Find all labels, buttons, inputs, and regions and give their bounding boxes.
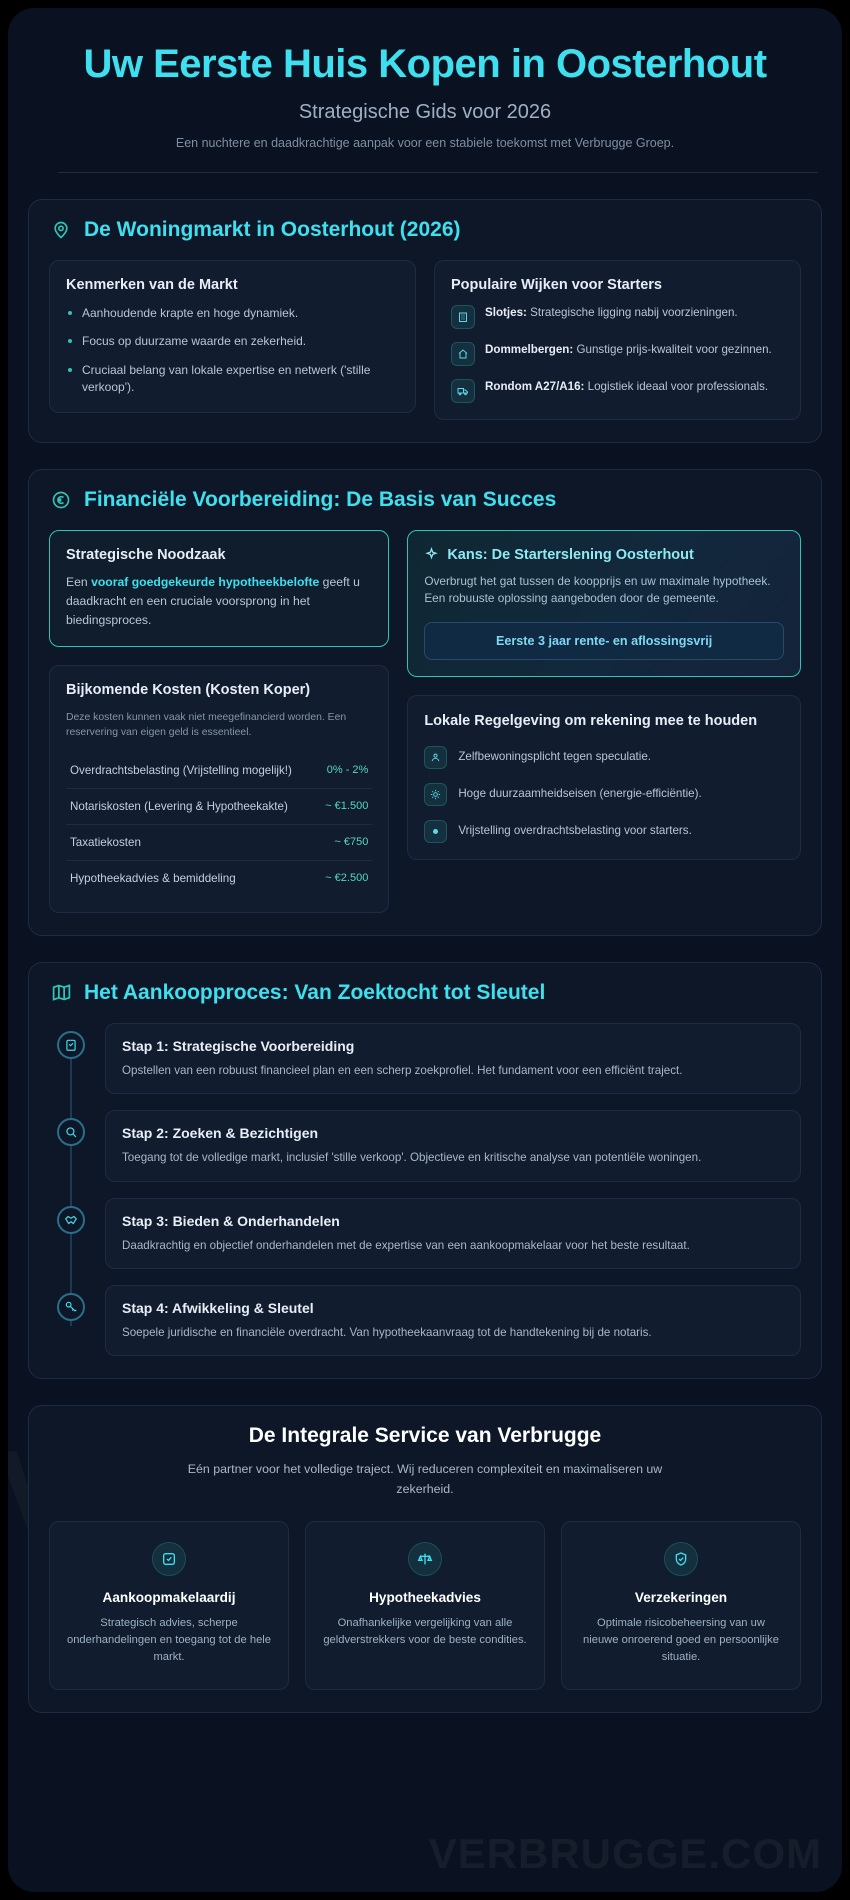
cost-value: ~ €750 <box>334 836 369 849</box>
table-row <box>66 825 372 861</box>
step-title: Stap 2: Zoeken & Bezichtigen <box>122 1125 319 1142</box>
district-name: Dommelbergen: <box>485 342 574 356</box>
service-desc: Strategisch advies, scherpe onderhandelingen en toegang tot de hele markt. <box>66 1616 272 1664</box>
truck-icon <box>451 379 475 403</box>
tax-icon <box>424 820 447 843</box>
list-item: Focus op duurzame waarde en zekerheid. <box>66 333 399 350</box>
leaf-icon <box>424 783 447 806</box>
step-desc: Toegang tot de volledige markt, inclusief 'stille verkoop'. Objectieve en kritische analyse van potentiële woningen. <box>122 1151 702 1165</box>
service-card-aankoopmakelaardij <box>49 1521 289 1690</box>
watermark-footer-text: VERBRUGGE.COM <box>428 1830 822 1877</box>
key-icon <box>57 1293 85 1321</box>
table-row <box>66 861 372 896</box>
market-characteristics-title: Kenmerken van de Markt <box>66 276 238 293</box>
page-subtitle: Strategische Gids voor 2026 <box>298 100 552 123</box>
strategic-necessity-text <box>66 573 372 630</box>
shield-check-icon <box>664 1542 698 1576</box>
process-steps <box>49 1023 801 1357</box>
service-title: Verzekeringen <box>634 1589 728 1605</box>
finance-title-text: Financiële Voorbereiding: De Basis van Succes <box>84 487 557 511</box>
district-name: Slotjes: <box>485 305 527 319</box>
necessity-text-before: Een <box>66 574 92 589</box>
table-row <box>66 753 372 789</box>
location-pin-icon <box>49 218 73 242</box>
step-body <box>105 1198 801 1269</box>
cost-value: ~ €2.500 <box>325 872 369 885</box>
service-card-verzekeringen <box>561 1521 801 1690</box>
list-item <box>424 746 784 769</box>
step-title: Stap 3: Bieden & Onderhandelen <box>122 1212 340 1229</box>
market-section-title <box>49 218 801 242</box>
cost-value: ~ €1.500 <box>325 800 369 813</box>
district-name: Rondom A27/A16: <box>485 379 585 393</box>
step-body <box>105 1110 801 1181</box>
clipboard-check-icon <box>57 1031 85 1059</box>
regulation-text: Vrijstelling overdrachtsbelasting voor starters. <box>458 824 692 838</box>
euro-coin-icon <box>49 488 73 512</box>
step-title: Stap 4: Afwikkeling & Sleutel <box>122 1299 314 1316</box>
popular-districts-card <box>434 260 801 420</box>
strategic-necessity-title: Strategische Noodzaak <box>66 546 226 563</box>
search-icon <box>57 1118 85 1146</box>
district-desc: Gunstige prijs-kwaliteit voor gezinnen. <box>576 342 772 356</box>
home-icon <box>451 342 475 366</box>
step-desc: Daadkrachtig en objectief onderhandelen met de expertise van een aankoopmakelaar voor het beste resultaat. <box>122 1238 690 1252</box>
necessity-text-after: geeft u daadkracht en een cruciale voorsprong in het biedingsproces. <box>66 574 360 627</box>
cost-value: 0% - 2% <box>326 764 369 777</box>
step-body <box>105 1285 801 1356</box>
list-item <box>424 783 784 806</box>
process-title-text: Het Aankoopproces: Van Zoektocht tot Sleutel <box>84 980 546 1004</box>
necessity-highlight: vooraf goedgekeurde hypotheekbelofte <box>91 574 320 589</box>
page-header <box>28 26 822 173</box>
market-section <box>28 199 822 443</box>
process-section-title <box>49 981 801 1005</box>
district-desc: Logistiek ideaal voor professionals. <box>587 379 769 393</box>
services-section <box>28 1405 822 1713</box>
regulation-text: Hoge duurzaamheidseisen (energie-efficiëntie). <box>458 787 702 801</box>
service-desc: Onafhankelijke vergelijking van alle geldverstrekkers voor de beste condities. <box>323 1616 527 1647</box>
list-item <box>105 1110 801 1181</box>
service-title: Aankoopmakelaardij <box>102 1589 236 1605</box>
market-title-text: De Woningmarkt in Oosterhout (2026) <box>84 217 461 241</box>
cost-label: Taxatiekosten <box>70 835 141 849</box>
scales-icon <box>408 1542 442 1576</box>
process-section <box>28 962 822 1380</box>
starter-loan-card <box>407 530 801 677</box>
handshake-icon <box>57 1206 85 1234</box>
house-check-icon <box>152 1542 186 1576</box>
services-grid <box>49 1521 801 1690</box>
district-desc: Strategische ligging nabij voorzieningen. <box>530 305 738 319</box>
header-divider <box>58 172 818 173</box>
page-tagline: Een nuchtere en daadkrachtige aanpak voor een stabiele toekomst met Verbrugge Groep. <box>175 135 675 150</box>
list-item <box>451 305 784 329</box>
services-lead: Eén partner voor het volledige traject. Wij reduceren complexiteit en maximaliseren uw zekerheid. <box>187 1462 663 1496</box>
step-title: Stap 1: Strategische Voorbereiding <box>122 1037 355 1054</box>
list-item <box>451 342 784 366</box>
service-title: Hypotheekadvies <box>369 1589 481 1605</box>
services-title: De Integrale Service van Verbrugge <box>248 1424 602 1448</box>
cost-label: Hypotheekadvies & bemiddeling <box>70 871 236 885</box>
cost-label: Overdrachtsbelasting (Vrijstelling mogelijk!) <box>70 763 292 777</box>
service-card-hypotheekadvies <box>305 1521 545 1690</box>
list-item: Cruciaal belang van lokale expertise en netwerk ('stille verkoop'). <box>66 362 399 397</box>
local-regulations-title: Lokale Regelgeving om rekening mee te houden <box>424 713 758 730</box>
sparkle-icon <box>424 547 439 562</box>
list-item <box>451 379 784 403</box>
list-item <box>424 820 784 843</box>
infographic-page <box>8 8 842 1892</box>
additional-costs-note: Deze kosten kunnen vaak niet meegefinancierd worden. Een reservering van eigen geld is essentieel. <box>66 711 347 739</box>
map-icon <box>49 981 73 1005</box>
page-title: Uw Eerste Huis Kopen in Oosterhout <box>83 42 767 86</box>
starter-loan-title-text: Kans: De Starterslening Oosterhout <box>447 546 694 563</box>
list-item <box>105 1023 801 1094</box>
service-desc: Optimale risicobeheersing van uw nieuwe onroerend goed en persoonlijke situatie. <box>583 1616 779 1664</box>
market-characteristics-card <box>49 260 416 414</box>
starter-loan-text: Overbrugt het gat tussen de koopprijs en uw maximale hypotheek. Een robuuste oplossing aangeboden door de gemeente. <box>424 573 771 606</box>
additional-costs-card <box>49 665 389 913</box>
list-item <box>105 1198 801 1269</box>
person-icon <box>424 746 447 769</box>
starter-loan-button[interactable]: Eerste 3 jaar rente- en aflossingsvrij <box>424 622 784 660</box>
step-desc: Opstellen van een robuust financieel plan en een scherp zoekprofiel. Het fundament voor een efficiënt traject. <box>122 1063 683 1077</box>
strategic-necessity-card <box>49 530 389 647</box>
list-item <box>105 1285 801 1356</box>
table-row <box>66 789 372 825</box>
starter-loan-title <box>424 547 784 563</box>
market-characteristics-list <box>66 305 399 397</box>
list-item: Aanhoudende krapte en hoge dynamiek. <box>66 305 399 322</box>
cost-label: Notariskosten (Levering & Hypotheekakte) <box>70 799 288 813</box>
step-body <box>105 1023 801 1094</box>
building-icon <box>451 305 475 329</box>
regulation-text: Zelfbewoningsplicht tegen speculatie. <box>458 750 652 764</box>
additional-costs-title: Bijkomende Kosten (Kosten Koper) <box>66 681 311 698</box>
finance-section-title <box>49 488 801 512</box>
popular-districts-title: Populaire Wijken voor Starters <box>451 276 662 293</box>
finance-section <box>28 469 822 936</box>
step-desc: Soepele juridische en financiële overdracht. Van hypotheekaanvraag tot de handtekening bij de notaris. <box>122 1325 652 1339</box>
local-regulations-card <box>407 695 801 860</box>
